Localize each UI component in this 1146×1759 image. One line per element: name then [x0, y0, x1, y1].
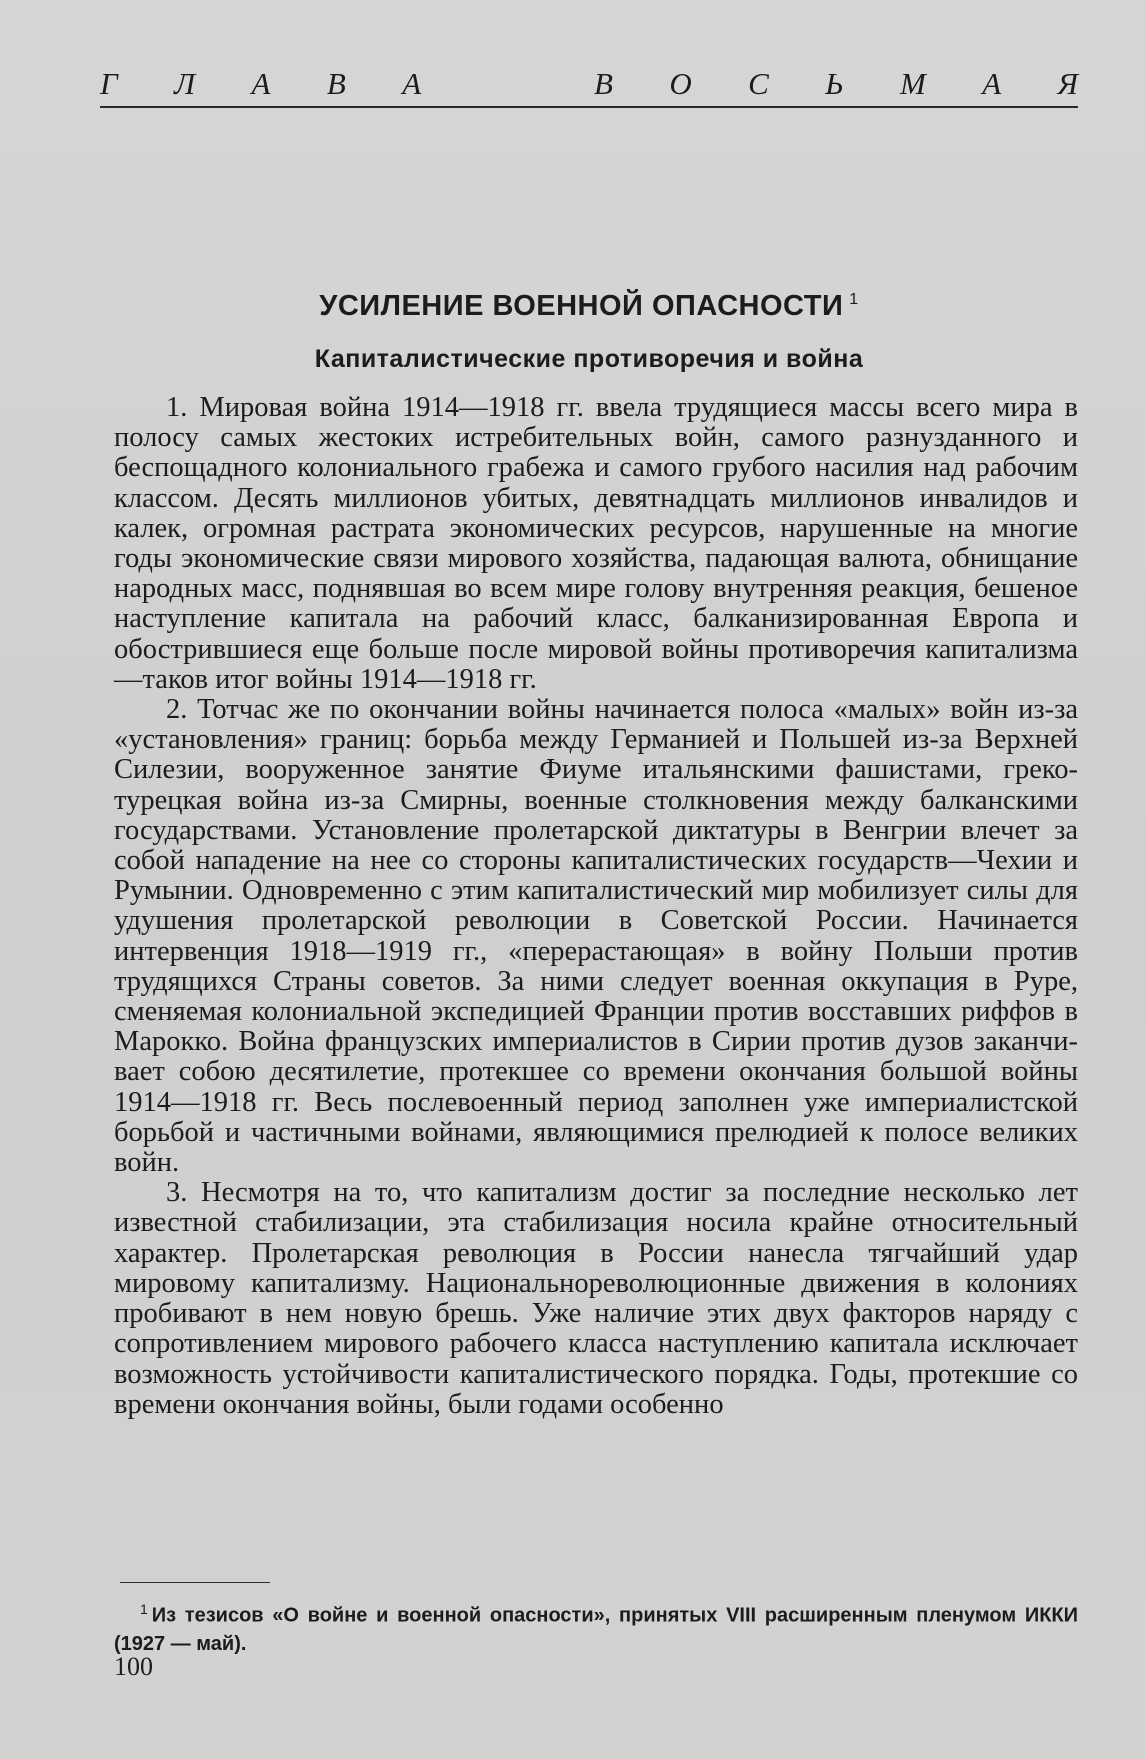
running-head-letter: Ь [825, 66, 844, 101]
footnote-separator [120, 1582, 270, 1583]
running-head-word-gap [478, 66, 538, 102]
chapter-title-text: УСИЛЕНИЕ ВОЕННОЙ ОПАСНОСТИ [319, 290, 844, 322]
running-head-letter: А [402, 66, 422, 101]
running-head-letter: М [899, 66, 926, 101]
running-head-letter: С [748, 66, 769, 101]
footnote [114, 1595, 1078, 1658]
body-text [114, 393, 1078, 1420]
running-head-letter: Я [1057, 66, 1078, 101]
running-head-letter: Г [100, 66, 118, 101]
page-number: 100 [114, 1652, 153, 1681]
footnote-text-line [114, 1595, 1078, 1658]
paragraph-2: 2. Тотчас же по окончании войны начинается полоса «малых» войн из-за «установления» границ: борьба между Германией и Польшей из-за Верхней Силезии, вооруженное занятие Фиуме итальянскими фашистами, греко-турецкая война из-за Смирны, военные столкновения между балканскими государствами. Установление пролетарской диктатуры в Венгрии влечет за собой нападение на нее со стороны капиталистических государств—Чехии и Румынии. Одновременно с этим капиталистический мир мобилизует силы для удушения пролетарской революции в Советской России. Начинается интервенция 1918—1919 гг., «перерастающая» в войну Польши против трудящихся Страны советов. За ними следует военная оккупация в Руре, сменяемая колониальной экспедицией Франции против восставших риффов в Марокко. Война французских империалистов в Сирии против дузов заканчивает собою десятилетие, протекшее со времени окончания большой войны 1914—1918 гг. Весь послевоенный период заполнен уже империалистской борьбой и частичными войнами, являющимися прелюдией к полосе великих войн. [114, 694, 1078, 1179]
footnote-mark: 1 [140, 1601, 148, 1617]
running-head [100, 66, 1078, 108]
running-head-letter: А [251, 66, 271, 101]
running-head-letter: В [593, 66, 613, 101]
paragraph-3: 3. Несмотря на то, что капитализм достиг за последние несколько лет известной стабилизации, эта стабилизация носила крайне относительный характер. Пролетарская революция в России нанесла тягчайший удар мировому капитализму. Национальнореволюционные движения в колониях пробивают в нем новую брешь. Уже наличие этих двух факторов наряду с сопротивлением мирового рабочего класса наступлению капитала исключает возможность устойчивости капиталистического порядка. Годы, протекшие со времени окончания войны, были годами особенно [114, 1177, 1078, 1420]
running-head-letter: В [326, 66, 346, 101]
paragraph-1: 1. Мировая война 1914—1918 гг. ввела трудящиеся массы всего мира в полосу самых жестоких истребительных войн, самого разнузданного и беспощадного колониального грабежа и самого грубого насилия над рабочим классом. Десять миллионов убитых, девятнадцать миллионов инвалидов и калек, огромная растрата экономических ресурсов, нарушенные на многие годы экономические связи мирового хозяйства, падающая валюта, обнищание народных масс, поднявшая во всем мире голову внутренняя реакция, бешеное наступление капитала на рабочий класс, балканизированная Европа и обострившиеся еще больше после мировой войны противоречия капитализма—таков итог войны 1914—1918 гг. [114, 392, 1078, 695]
footnote-text: Из тезисов «О войне и военной опасности», принятых VIII расширенным пленумом ИККИ (1927 — май). [114, 1604, 1078, 1655]
running-head-letter: Л [174, 66, 196, 101]
chapter-title [100, 290, 1078, 323]
running-head-letter: О [669, 66, 692, 101]
footnote-reference[interactable]: 1 [849, 291, 859, 309]
section-subtitle: Капиталистические противоречия и война [314, 345, 864, 373]
running-head-letter: А [982, 66, 1002, 101]
